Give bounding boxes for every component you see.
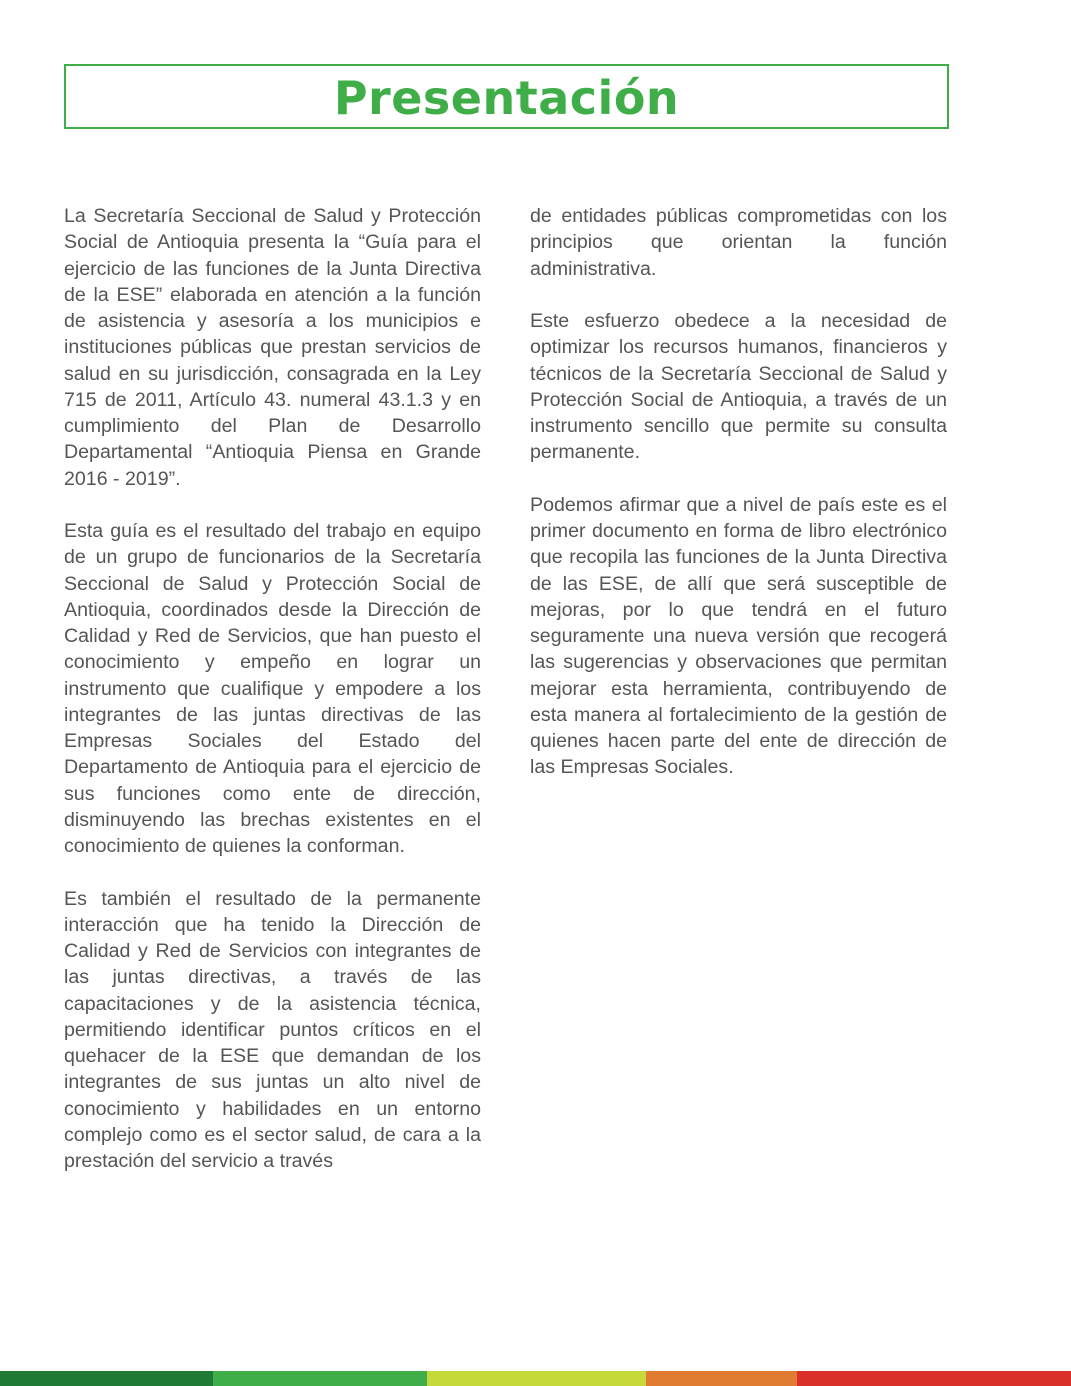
paragraph: Este esfuerzo obedece a la necesidad de optimizar los recursos humanos, financieros y técnicos de la Secretaría Seccional de Salud y Protección Social de Antioquia, a través de un instrumento sencillo que permite su consulta permanente. xyxy=(530,310,947,464)
stripe-segment-dark-green xyxy=(0,1371,213,1386)
paragraph: Es también el resultado de la permanente interacción que ha tenido la Dirección de Calidad y Red de Servicios con integrantes de las juntas directivas, a través de las capacitaciones y de la asistencia técnica, permitiendo identificar puntos críticos en el quehacer de la ESE que demandan de los integrantes de sus juntas un alto nivel de conocimiento y habilidades en un entorno complejo como es el sector salud, de cara a la prestación del servicio a través xyxy=(64,887,481,1172)
color-stripe-footer xyxy=(0,1371,1071,1386)
right-column xyxy=(530,203,947,807)
paragraph: La Secretaría Seccional de Salud y Protección Social de Antioquia presenta la “Guía para el ejercicio de las funciones de la Junta Directiva de la ESE” elaborada en atención a la función de asistencia y asesoría a los municipios e instituciones públicas que prestan servicios de salud en su jurisdicción, consagrada en la Ley 715 de 2011, Artículo 43. numeral 43.1.3 y en cumplimiento del Plan de Desarrollo Departamental “Antioquia Piensa en Grande 2016 - 2019”. xyxy=(64,205,481,490)
stripe-segment-green xyxy=(213,1371,427,1386)
page-title: Presentación xyxy=(333,70,680,125)
left-column xyxy=(64,203,481,1201)
title-box xyxy=(64,64,949,129)
paragraph: Esta guía es el resultado del trabajo en equipo de un grupo de funcionarios de la Secretaría Seccional de Salud y Protección Social de Antioquia, coordinados desde la Dirección de Calidad y Red de Servicios, que han puesto el conocimiento y empeño en lograr un instrumento que cualifique y empodere a los integrantes de las juntas directivas de las Empresas Sociales del Estado del Departamento de Antioquia para el ejercicio de sus funciones como ente de dirección, disminuyendo las brechas existentes en el conocimiento de quienes la conforman. xyxy=(64,520,481,857)
stripe-segment-red xyxy=(797,1371,1071,1386)
stripe-segment-lime xyxy=(427,1371,646,1386)
stripe-segment-orange xyxy=(646,1371,797,1386)
paragraph: Podemos afirmar que a nivel de país este es el primer documento en forma de libro electrónico que recopila las funciones de la Junta Directiva de las ESE, de allí que será susceptible de mejoras, por lo que tendrá en el futuro seguramente una nueva versión que recogerá las sugerencias y observaciones que permitan mejorar esta herramienta, contribuyendo de esta manera al fortalecimiento de la gestión de quienes hacen parte del ente de dirección de las Empresas Sociales. xyxy=(530,493,947,779)
paragraph: de entidades públicas comprometidas con los principios que orientan la función administrativa. xyxy=(530,205,947,280)
